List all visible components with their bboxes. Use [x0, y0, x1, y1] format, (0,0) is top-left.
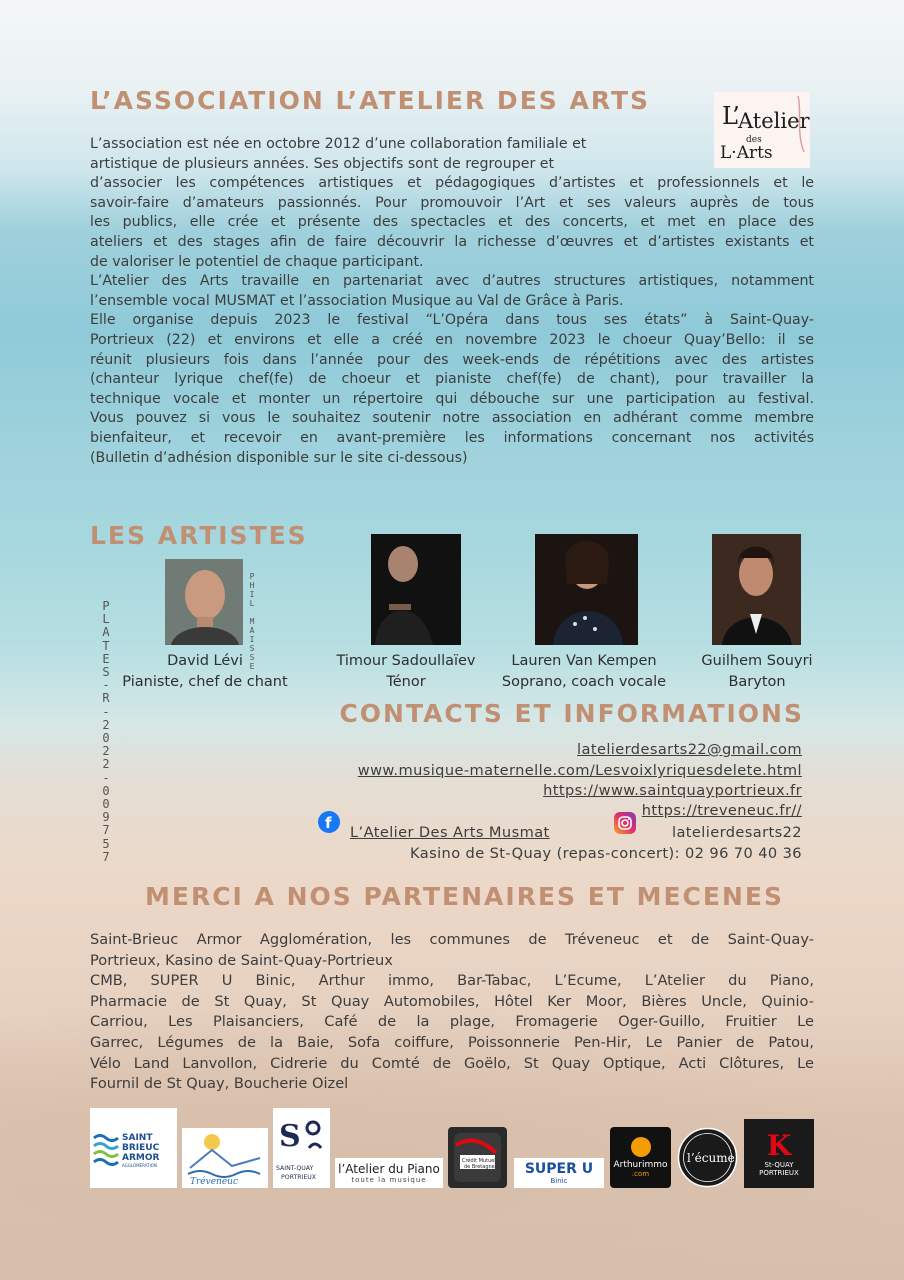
kasino-contact: Kasino de St-Quay (repas-concert): 02 96 70 40 36	[410, 845, 802, 862]
logo-text: .com	[631, 1170, 650, 1178]
paragraph-line: (chanteur lyrique chef(fe) de choeur et pianiste chef(fe) de chant), pour travailler la	[90, 371, 814, 388]
portrait-icon	[535, 534, 638, 645]
portrait-icon	[165, 559, 243, 645]
logo-atelier-du-piano	[335, 1158, 443, 1188]
paragraph-line: L’Atelier des Arts travaille en partenariat avec d’autres structures artistiques, notamment	[90, 273, 814, 290]
instagram-handle[interactable]: latelierdesarts22	[671, 824, 802, 841]
logo-st-quay-portrieux	[744, 1119, 814, 1188]
paragraph-line: Vous pouvez si vous le souhaitez soutenir notre association en adhérant comme membre	[90, 410, 814, 427]
artist-name: David Lévi	[167, 653, 243, 669]
logo-text: Binic	[550, 1177, 568, 1185]
artist-role: Ténor	[386, 674, 426, 690]
contacts-title: CONTACTS ET INFORMATIONS	[339, 699, 804, 728]
photo-credit: P H I L M A I S S E	[249, 572, 255, 671]
paragraph-line: réunit plusieurs fois dans l’année pour des week-ends de répétitions avec des artistes	[90, 351, 814, 368]
artist-photo-guilhem-souyri	[712, 534, 801, 645]
paragraph-line: CMB, SUPER U Binic, Arthur immo, Bar-Tabac, L’Ecume, L’Atelier du Piano,	[90, 972, 814, 990]
logo-saint-brieuc-armor	[90, 1108, 177, 1188]
paragraph-line: Saint-Brieuc Armor Agglomération, les communes de Tréveneuc et de Saint-Quay-	[90, 931, 814, 948]
logo-text: Tréveneuc	[190, 1177, 239, 1187]
paragraph-line: technique vocale et monter un répertoire qui débouche sur une participation au festival.	[90, 390, 814, 407]
artist-name: Guilhem Souyri	[701, 653, 813, 669]
logo-text: PORTRIEUX	[281, 1174, 317, 1181]
logo-text: de Bretagne	[464, 1164, 495, 1170]
logo-text: BRIEUC	[122, 1143, 160, 1153]
logo-arthurimmo	[610, 1127, 671, 1188]
artist-role: Baryton	[728, 674, 786, 690]
paragraph-line: ateliers et des stages afin de faire découvrir la richesse d’œuvres et d’artistes existants et	[90, 233, 814, 250]
logo-text: SAINT-QUAY	[276, 1165, 314, 1172]
facebook-link[interactable]: L’Atelier Des Arts Musmat	[350, 824, 550, 841]
partners-paragraph	[90, 930, 814, 1095]
association-title: L’ASSOCIATION L’ATELIER DES ARTS	[90, 86, 651, 115]
svg-text:Atelier: Atelier	[738, 109, 810, 133]
paragraph-line: Portrieux (22) et environs et elle a créé en novembre 2023 le choeur Quay’Bello: il se	[90, 331, 814, 348]
logo-text: SAINT	[122, 1133, 153, 1143]
treveneuc-link[interactable]: https://treveneuc.fr//	[641, 802, 802, 819]
artist-photo-timour-sadoullaiev	[371, 534, 461, 645]
svg-text:L·Arts: L·Arts	[720, 143, 773, 163]
artist-role: Soprano, coach vocale	[501, 674, 667, 690]
paragraph-line: Garrec, Légumes de la Baie, Sofa coiffure, Poissonnerie Pen-Hir, Le Panier de Patou,	[90, 1033, 814, 1051]
k-icon: K	[766, 1128, 792, 1162]
svg-text:des: des	[746, 135, 762, 145]
paragraph-line: Portrieux, Kasino de Saint-Quay-Portrieux	[90, 951, 393, 969]
arthur-icon	[631, 1137, 651, 1157]
logo-text: l’écume	[687, 1151, 735, 1165]
artist-role: Pianiste, chef de chant	[122, 674, 288, 690]
svg-text:L’: L’	[722, 102, 740, 130]
paragraph-line: bienfaiteur, et recevoir en avant-première les informations concernant nos activités	[90, 429, 814, 446]
email-link[interactable]: latelierdesarts22@gmail.com	[577, 741, 802, 758]
logo-text: PORTRIEUX	[759, 1168, 799, 1177]
logo-text: l’Atelier du Piano	[338, 1162, 440, 1176]
logo-text: St-QUAY	[764, 1160, 794, 1169]
paragraph-line: Fournil de St Quay, Boucherie Oizel	[90, 1075, 349, 1093]
saintquay-link[interactable]: https://www.saintquayportrieux.fr	[543, 782, 802, 799]
portrait-icon	[371, 534, 461, 645]
logo-text: ARMOR	[122, 1153, 160, 1163]
artist-name: Timour Sadoullaïev	[336, 653, 476, 669]
paragraph-line: Pharmacie de St Quay, St Quay Automobiles, Hôtel Ker Moor, Bières Uncle, Quinio-	[90, 992, 814, 1010]
facebook-icon[interactable]	[318, 811, 340, 833]
paragraph-line: Carriou, Les Plaisanciers, Café de la plage, Fromagerie Oger-Guillo, Fruitier Le	[90, 1013, 814, 1031]
portrait-icon	[712, 534, 801, 645]
paragraph-line: (Bulletin d’adhésion disponible sur le site ci-dessous)	[90, 449, 468, 466]
paragraph-line: Elle organise depuis 2023 le festival “L’Opéra dans tous ses états” à Saint-Quay-	[90, 312, 814, 329]
logo-text: toute la musique	[351, 1176, 427, 1184]
logo-l-ecume	[677, 1127, 738, 1188]
paragraph-line: l’ensemble vocal MUSMAT et l’association Musique au Val de Grâce à Paris.	[90, 292, 624, 309]
paragraph-line: Vélo Land Lanvollon, Cidrerie du Comté de Goëlo, St Quay Optique, Acti Clôtures, Le	[90, 1054, 814, 1072]
logo-saint-quay-portrieux	[273, 1108, 330, 1188]
logo-text: Crédit Mutuel	[462, 1158, 496, 1164]
svg-text:f: f	[325, 814, 332, 832]
paragraph-line: les publics, elle crée et présente des spectacles et des concerts, et met en place des	[90, 214, 814, 231]
instagram-icon[interactable]	[614, 812, 636, 834]
partners-title: MERCI A NOS PARTENAIRES ET MECENES	[145, 882, 784, 911]
artist-photo-david-levi	[165, 559, 243, 645]
association-paragraph	[90, 135, 814, 468]
paragraph-line: d’associer les compétences artistiques et pédagogiques d’artistes et professionnels et le	[90, 175, 814, 192]
paragraph-line: L’association est née en octobre 2012 d’une collaboration familiale et	[90, 136, 587, 152]
svg-text:S: S	[279, 1119, 301, 1154]
logo-credit-mutuel-bretagne	[448, 1127, 507, 1188]
artist-photo-lauren-van-kempen	[535, 534, 638, 645]
license-number-vertical	[100, 600, 112, 864]
artist-name: Lauren Van Kempen	[511, 653, 657, 669]
logo-text: Arthurimmo	[613, 1160, 668, 1170]
logo-text: SUPER U	[524, 1161, 594, 1177]
logo-treveneuc	[182, 1128, 268, 1188]
license-number: P L A T E S - R - 2 0 2 2 - 0 0 9 7 5 7	[102, 599, 110, 864]
paragraph-line: artistique de plusieurs années. Ses objectifs sont de regrouper et	[90, 155, 555, 172]
logo-super-u-binic	[514, 1158, 604, 1188]
paragraph-line: savoir-faire d’amateurs passionnés. Pour promouvoir l’Art et ses valeurs auprès de tous	[90, 194, 814, 211]
artists-title: LES ARTISTES	[90, 521, 308, 550]
paragraph-line: de valoriser le potentiel de chaque participant.	[90, 253, 424, 270]
musique-maternelle-link[interactable]: www.musique-maternelle.com/Lesvoixlyriquesdelete.html	[357, 762, 802, 779]
logo-text: AGGLOMÉRATION	[122, 1163, 157, 1168]
